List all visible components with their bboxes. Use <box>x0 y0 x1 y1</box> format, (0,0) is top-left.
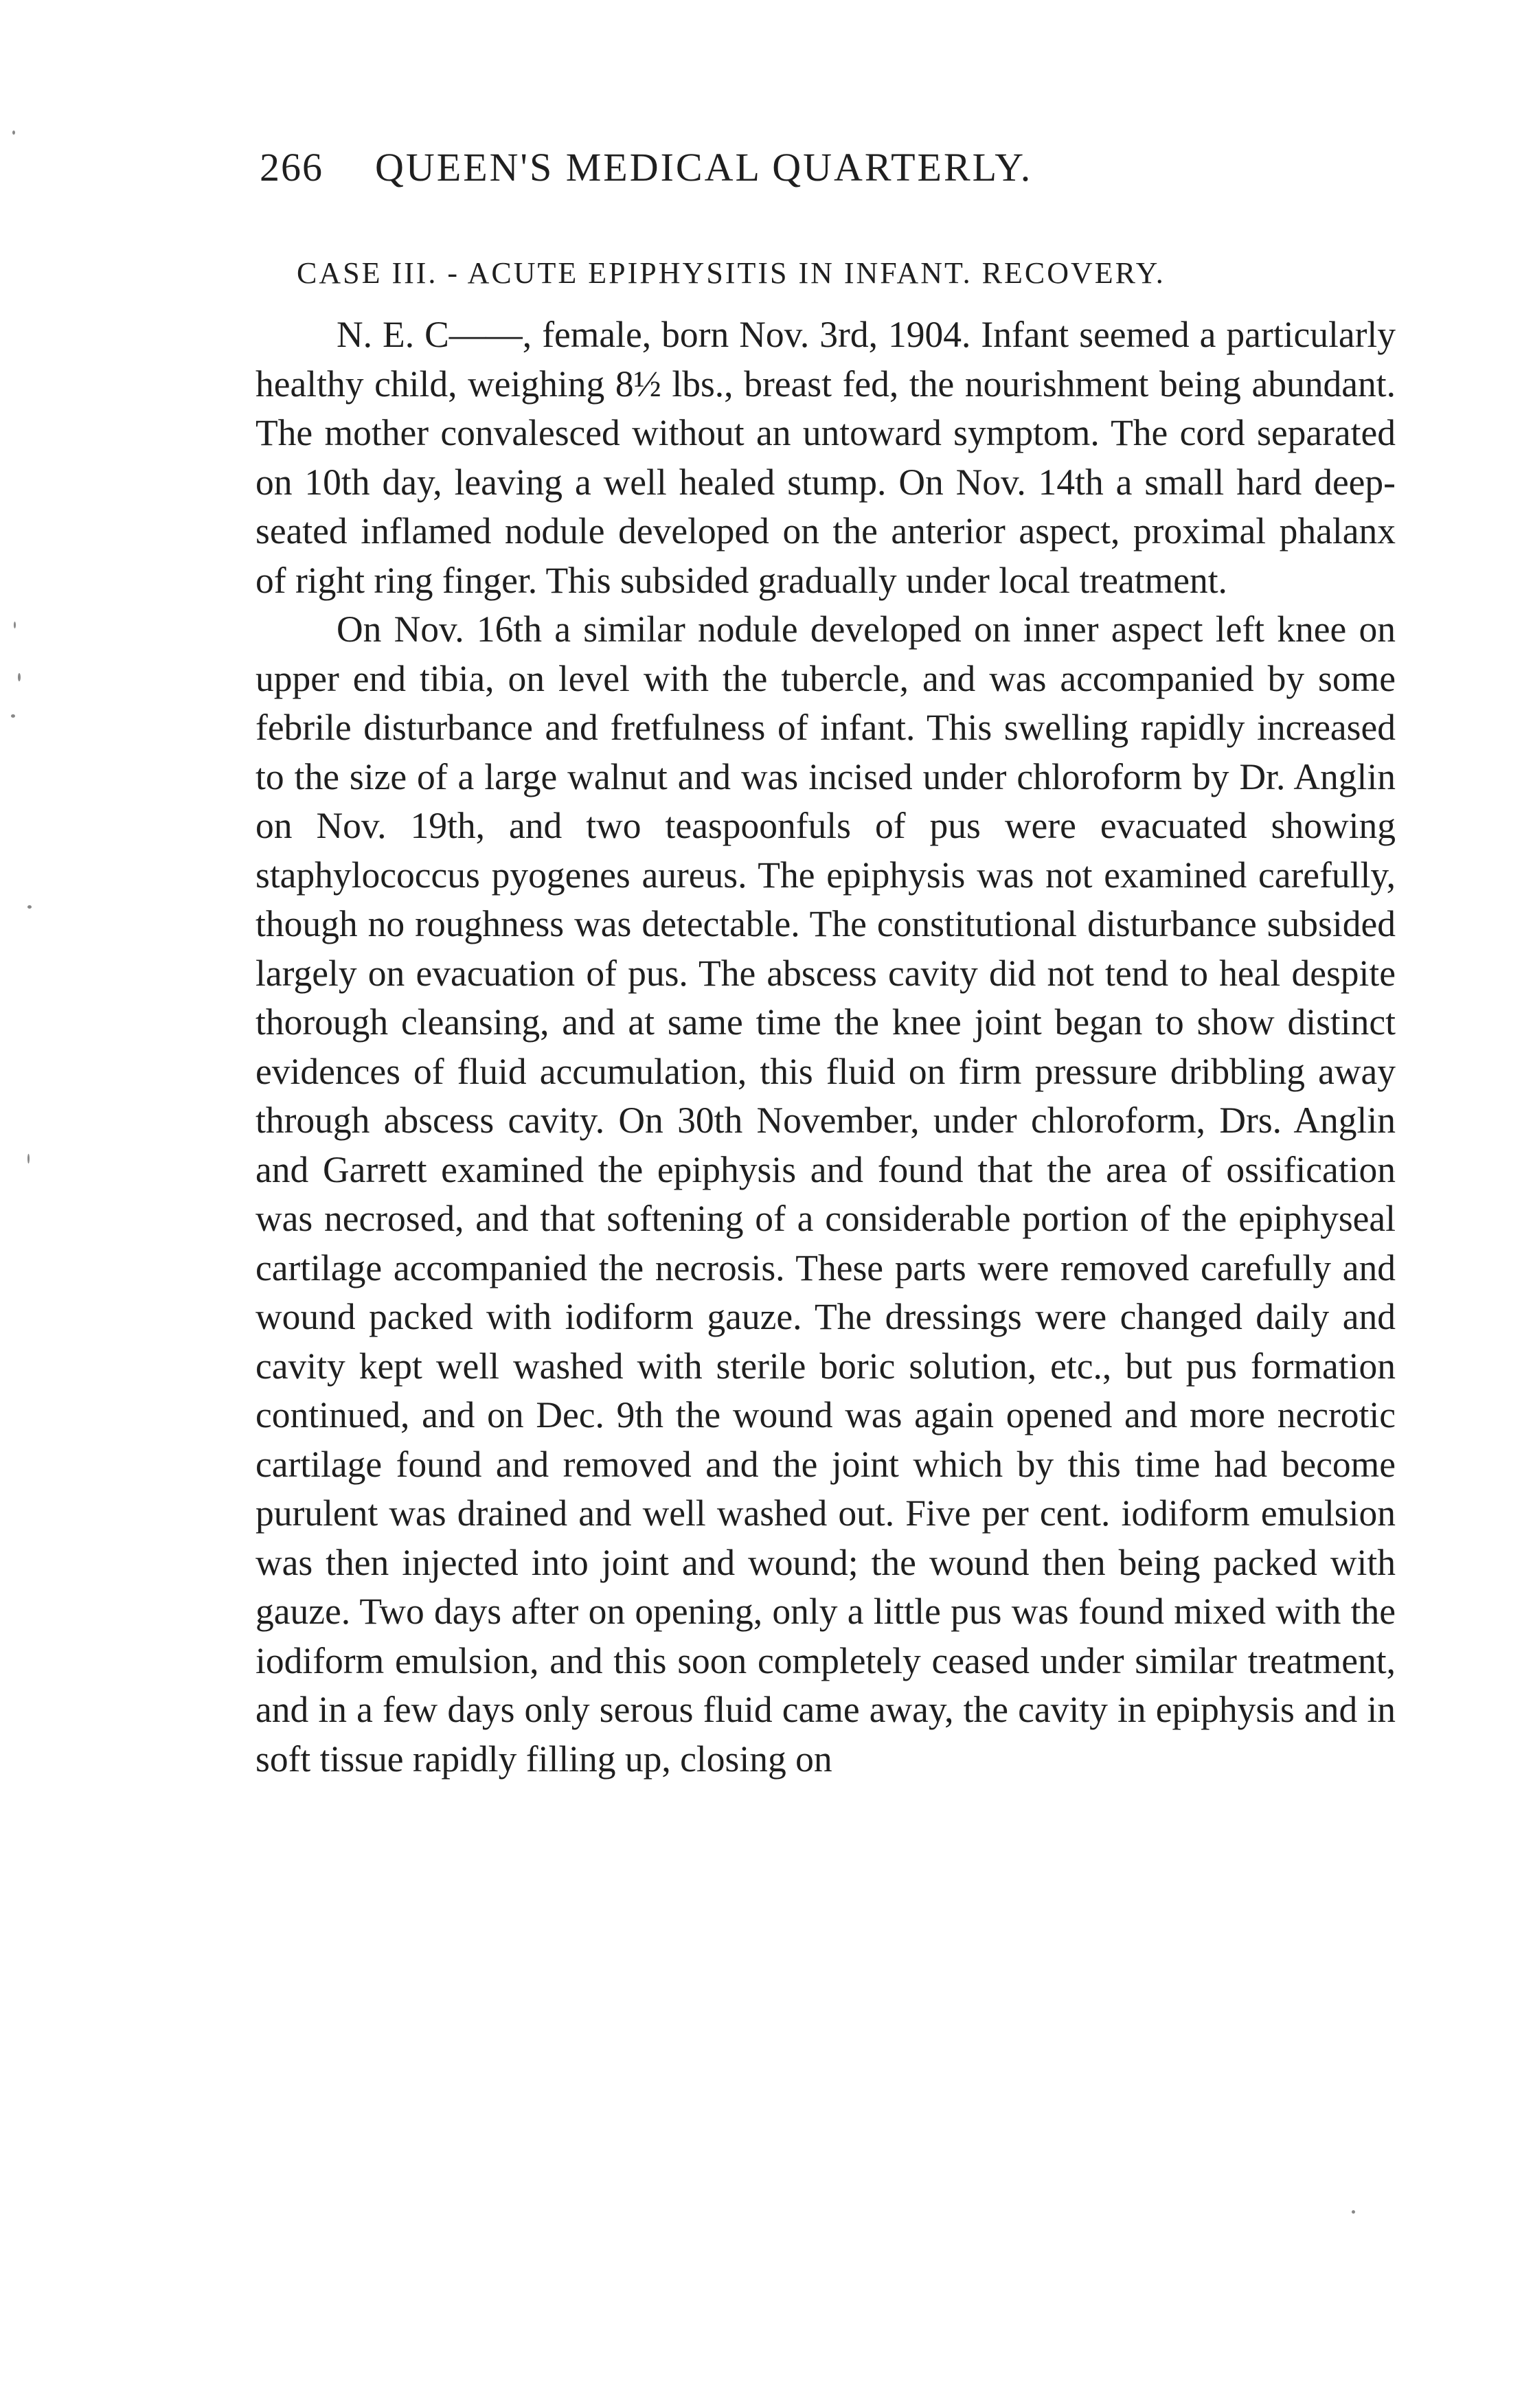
scan-speck <box>27 905 32 909</box>
scan-speck <box>11 714 15 718</box>
running-head <box>260 144 1393 206</box>
article-body <box>255 310 1396 1784</box>
page-number: 266 <box>260 145 323 190</box>
paragraph: N. E. C——, female, born Nov. 3rd, 1904. Infant seemed a particularly healthy child, weighing 8½ lbs., breast fed, the nourishment being abundant. The mother convalesced without an untoward symptom. The cord separated on 10th day, leaving a well healed stump. On Nov. 14th a small hard deep-seated inflamed nodule developed on the anterior aspect, proximal phalanx of right ring finger. This subsided gradually under local treatment. <box>255 314 1396 601</box>
scan-speck <box>1352 2210 1355 2214</box>
case-heading: CASE III. - ACUTE EPIPHYSITIS IN INFANT. RECOVERY. <box>297 256 1166 290</box>
scan-speck <box>18 673 21 681</box>
paragraph: On Nov. 16th a similar nodule developed on inner aspect left knee on upper end tibia, on level with the tubercle, and was accompanied by some febrile disturbance and fretfulness of infant. This swelling rapidly increased to the size of a large walnut and was incised under chloroform by Dr. Anglin on Nov. 19th, and two teaspoonfuls of pus were evacuated showing staphylococcus pyogenes aureus. The epiphysis was not examined carefully, though no roughness was detectable. The constitutional disturbance subsided largely on evacuation of pus. The abscess cavity did not tend to heal despite thorough cleansing, and at same time the knee joint began to show distinct evidences of fluid accumulation, this fluid on firm pressure dribbling away through abscess cavity. On 30th November, under chloroform, Drs. Anglin and Garrett examined the epiphysis and found that the area of ossification was necrosed, and that softening of a considerable portion of the epiphyseal cartilage accompanied the necrosis. These parts were removed carefully and wound packed with iodiform gauze. The dressings were changed daily and cavity kept well washed with sterile boric solution, etc., but pus formation continued, and on Dec. 9th the wound was again opened and more necrotic cartilage found and removed and the joint which by this time had become purulent was drained and well washed out. Five per cent. iodiform emulsion was then injected into joint and wound; the wound then being packed with gauze. Two days after on opening, only a little pus was found mixed with the iodiform emulsion, and this soon completely ceased under similar treatment, and in a few days only serous fluid came away, the cavity in epiphysis and in soft tissue rapidly filling up, closing on <box>255 609 1396 1780</box>
scan-speck <box>12 130 15 135</box>
scan-speck <box>27 1154 30 1163</box>
journal-title: QUEEN'S MEDICAL QUARTERLY. <box>375 145 1033 190</box>
scan-speck <box>14 622 16 628</box>
